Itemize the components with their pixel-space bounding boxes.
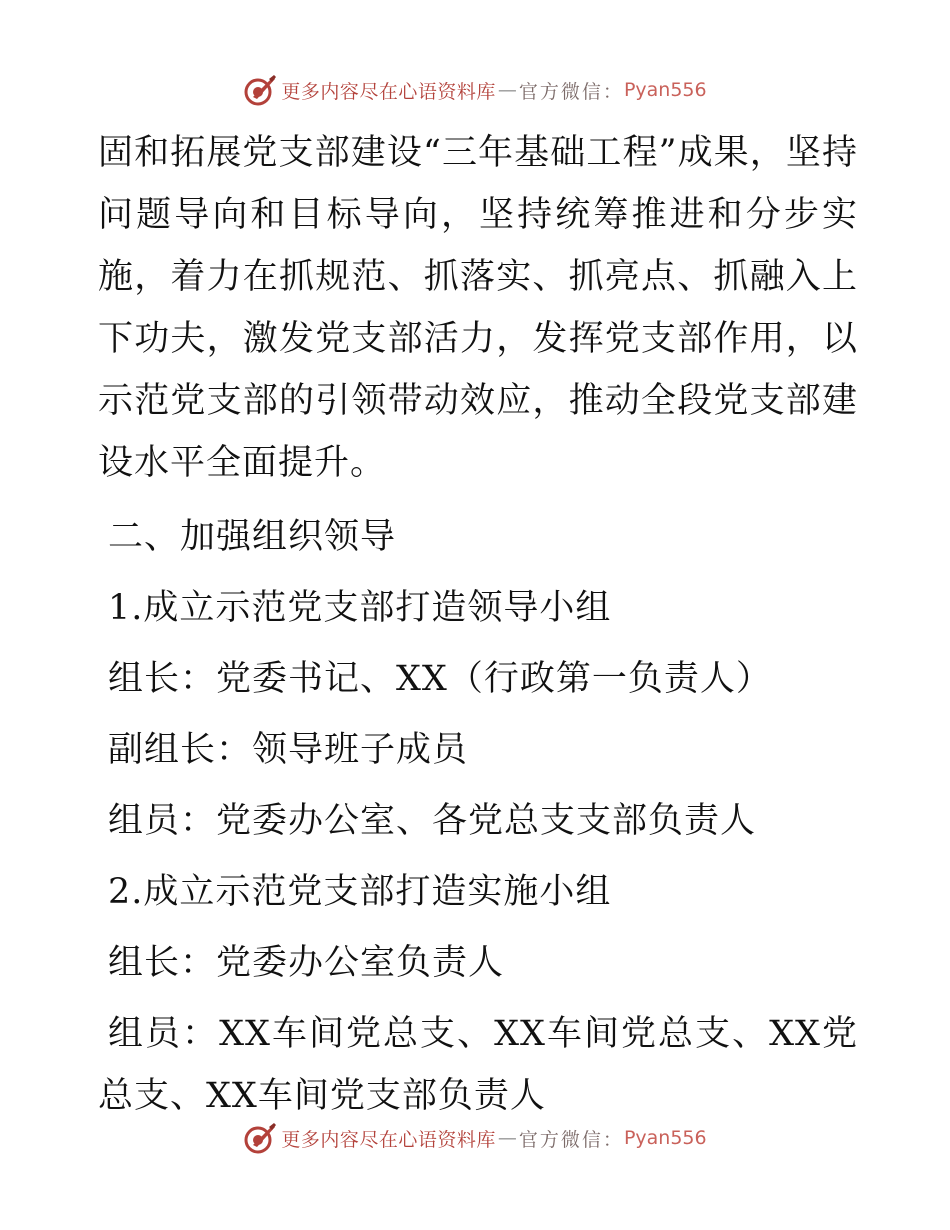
body-line: 组长：党委书记、XX（行政第一负责人） (108, 659, 772, 699)
watermark-wechat-label: 官方微信： (518, 80, 624, 103)
body-line: 副组长：领导班子成员 (108, 730, 469, 770)
section-heading: 二、加强组织领导 (108, 517, 397, 557)
body-line: 1.成立示范党支部打造领导小组 (108, 588, 612, 628)
watermark-footer (0, 1118, 950, 1158)
quill-logo-icon (243, 73, 277, 107)
body-line: 组长：党委办公室负责人 (108, 943, 505, 983)
body-paragraph: 固和拓展党支部建设“三年基础工程”成果，坚持问题导向和目标导向，坚持统筹推进和分步实施，着力在抓规范、抓落实、抓亮点、抓融入上下功夫，激发党支部活力，发挥党支部作用，以示范党支部的引领带动效应，推动全段党支部建设水平全面提升。 (98, 133, 858, 483)
quill-logo-icon (243, 1121, 277, 1155)
body-line: 组员：XX车间党总支、XX车间党总支、XX党总支、XX车间党支部负责人 (98, 1014, 858, 1116)
document-body (98, 122, 858, 1127)
watermark-wechat-label: 官方微信： (518, 1128, 624, 1151)
watermark-text: 更多内容尽在心语资料库 (281, 80, 496, 103)
watermark-separator: — (497, 79, 517, 101)
body-line: 组员：党委办公室、各党总支支部负责人 (108, 801, 757, 841)
watermark-account: Pyan556 (623, 1127, 707, 1149)
body-line: 2.成立示范党支部打造实施小组 (108, 872, 612, 912)
watermark-separator: — (497, 1127, 517, 1149)
watermark-text: 更多内容尽在心语资料库 (281, 1128, 496, 1151)
watermark-account: Pyan556 (623, 79, 707, 101)
watermark-header (0, 70, 950, 110)
